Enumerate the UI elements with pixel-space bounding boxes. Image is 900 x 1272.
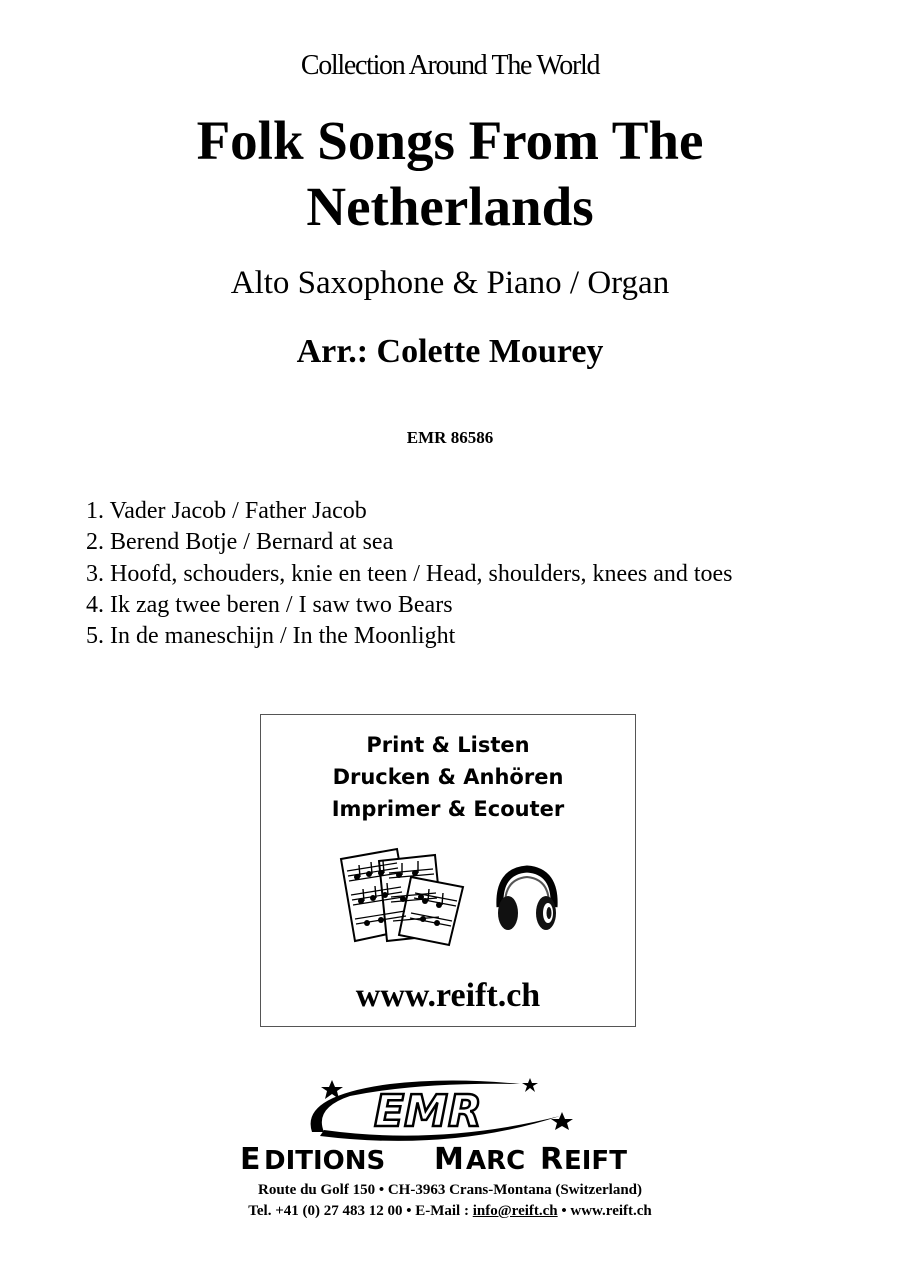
score-title-line-1: Folk Songs From The (196, 110, 704, 171)
editions-marc-reift-logo (240, 1072, 680, 1172)
catalog-number: EMR 86586 (406, 428, 494, 447)
song-list (86, 496, 733, 652)
song-item: 4. Ik zag twee beren / I saw two Bears (86, 591, 453, 618)
address-line: Route du Golf 150 • CH-3963 Crans-Montana (Switzerland) (258, 1182, 642, 1198)
sheet-music-icon (339, 847, 469, 947)
promo-website: www.reift.ch (355, 977, 541, 1014)
editions-marc-reift-wordmark (240, 1142, 627, 1172)
score-title-line-2: Netherlands (306, 176, 594, 237)
emr-logo-mark-icon (311, 1078, 573, 1141)
website-text: • www.reift.ch (557, 1203, 652, 1219)
svg-text:DITIONS: DITIONS (264, 1146, 386, 1172)
print-listen-box (260, 714, 636, 1027)
promo-line-french: Imprimer & Ecouter (331, 797, 565, 821)
song-item: 5. In de maneschijn / In the Moonlight (86, 623, 456, 650)
publisher-address (0, 1180, 900, 1222)
song-item: 2. Berend Botje / Bernard at sea (86, 529, 394, 556)
svg-text:M: M (434, 1142, 464, 1172)
promo-line-german: Drucken & Anhören (332, 765, 564, 789)
contact-line (0, 1201, 900, 1222)
score-title (0, 108, 900, 240)
collection-name: Collection Around The World (300, 50, 600, 81)
song-item: 3. Hoofd, schouders, knie en teen / Head, shoulders, knees and toes (86, 560, 733, 587)
arranger: Arr.: Colette Mourey (296, 333, 604, 370)
svg-text:R: R (540, 1142, 564, 1172)
headphones-icon (494, 865, 560, 935)
promo-line-english: Print & Listen (366, 733, 530, 757)
email-link[interactable]: info@reift.ch (472, 1203, 558, 1219)
svg-text:E: E (240, 1142, 261, 1172)
instrumentation: Alto Saxophone & Piano / Organ (230, 265, 670, 301)
svg-text:EIFT: EIFT (564, 1146, 627, 1172)
svg-text:ARC: ARC (466, 1146, 526, 1172)
phone-text: Tel. +41 (0) 27 483 12 00 • E-Mail : (248, 1203, 473, 1219)
svg-text:EMR: EMR (374, 1086, 482, 1137)
song-item: 1. Vader Jacob / Father Jacob (86, 498, 367, 524)
